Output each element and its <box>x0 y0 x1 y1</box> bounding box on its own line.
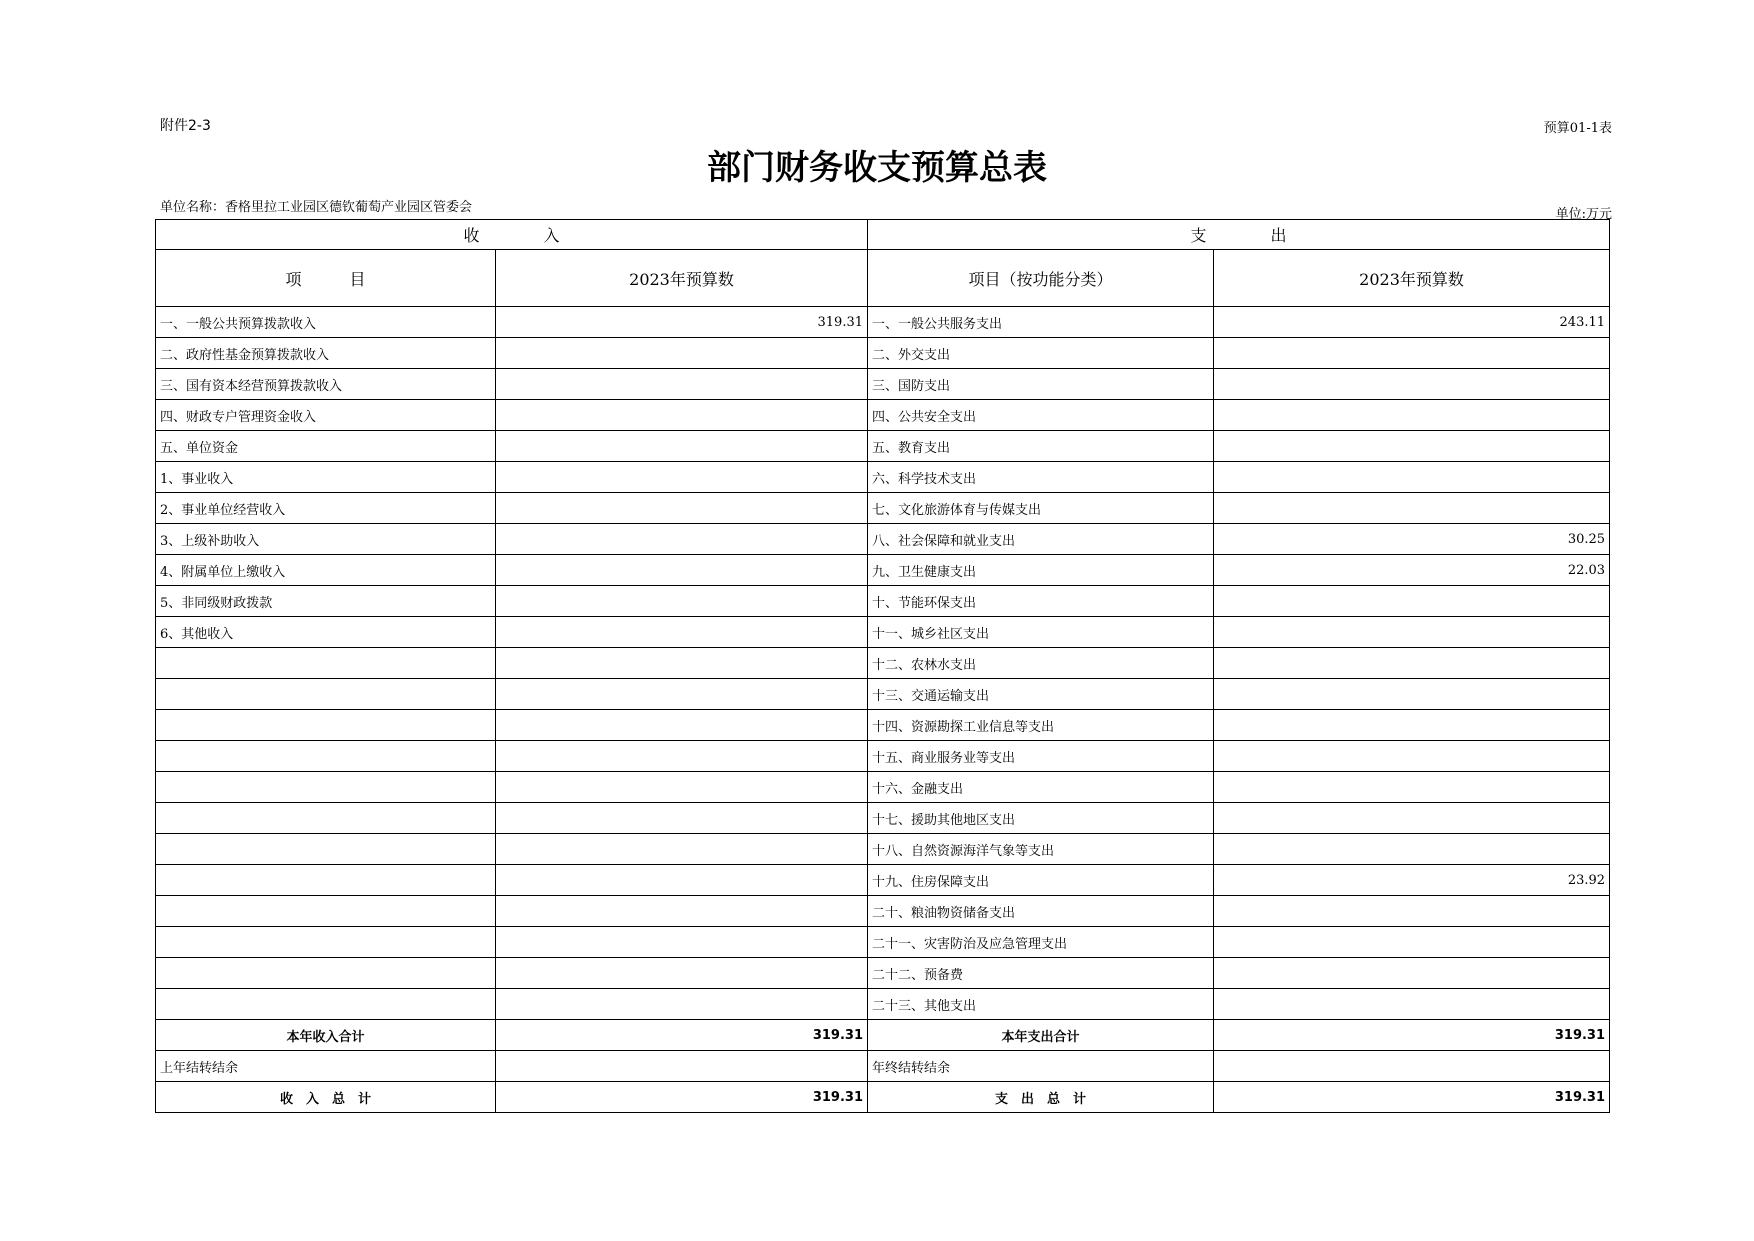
income-item: 4、附属单位上缴收入 <box>156 555 496 586</box>
income-value <box>496 679 868 710</box>
income-year-total-label: 本年收入合计 <box>156 1020 496 1051</box>
expense-value <box>1214 400 1610 431</box>
income-value <box>496 772 868 803</box>
income-value <box>496 834 868 865</box>
expense-item: 二十二、预备费 <box>868 958 1214 989</box>
income-value <box>496 648 868 679</box>
expense-value <box>1214 896 1610 927</box>
table-row <box>156 741 1610 772</box>
expense-carry-label: 年终结转结余 <box>868 1051 1214 1082</box>
table-row <box>156 400 1610 431</box>
table-row <box>156 679 1610 710</box>
expense-item: 六、科学技术支出 <box>868 462 1214 493</box>
income-value <box>496 586 868 617</box>
income-value <box>496 555 868 586</box>
expense-item: 十七、援助其他地区支出 <box>868 803 1214 834</box>
income-item <box>156 865 496 896</box>
expense-value: 22.03 <box>1214 555 1610 586</box>
expense-value <box>1214 772 1610 803</box>
expense-item: 八、社会保障和就业支出 <box>868 524 1214 555</box>
expense-value <box>1214 741 1610 772</box>
table-row <box>156 338 1610 369</box>
income-value <box>496 617 868 648</box>
expense-item: 一、一般公共服务支出 <box>868 307 1214 338</box>
table-row <box>156 989 1610 1020</box>
table-row <box>156 307 1610 338</box>
expense-value <box>1214 493 1610 524</box>
income-section-header: 收 入 <box>156 220 868 250</box>
expense-item: 四、公共安全支出 <box>868 400 1214 431</box>
expense-value <box>1214 989 1610 1020</box>
unit-name: 单位名称：香格里拉工业园区德钦葡萄产业园区管委会 <box>160 200 473 215</box>
expense-item: 十六、金融支出 <box>868 772 1214 803</box>
expense-item: 二、外交支出 <box>868 338 1214 369</box>
income-value <box>496 462 868 493</box>
table-row <box>156 710 1610 741</box>
expense-item: 十九、住房保障支出 <box>868 865 1214 896</box>
income-item: 6、其他收入 <box>156 617 496 648</box>
table-row <box>156 927 1610 958</box>
income-carry-value <box>496 1051 868 1082</box>
income-item <box>156 958 496 989</box>
income-value <box>496 493 868 524</box>
table-row <box>156 958 1610 989</box>
table-row <box>156 617 1610 648</box>
income-item: 3、上级补助收入 <box>156 524 496 555</box>
income-value <box>496 369 868 400</box>
expense-item: 十三、交通运输支出 <box>868 679 1214 710</box>
expense-carry-value <box>1214 1051 1610 1082</box>
table-row <box>156 865 1610 896</box>
carry-over-row <box>156 1051 1610 1082</box>
expense-value: 23.92 <box>1214 865 1610 896</box>
expense-value <box>1214 648 1610 679</box>
income-item: 5、非同级财政拨款 <box>156 586 496 617</box>
table-row <box>156 431 1610 462</box>
expense-budget-header: 2023年预算数 <box>1214 250 1610 307</box>
income-item <box>156 927 496 958</box>
income-carry-label: 上年结转结余 <box>156 1051 496 1082</box>
expense-item: 七、文化旅游体育与传媒支出 <box>868 493 1214 524</box>
expense-item: 二十三、其他支出 <box>868 989 1214 1020</box>
income-value: 319.31 <box>496 307 868 338</box>
table-row <box>156 555 1610 586</box>
income-value <box>496 524 868 555</box>
expense-item: 十二、农林水支出 <box>868 648 1214 679</box>
income-value <box>496 958 868 989</box>
page-title: 部门财务收支预算总表 <box>707 148 1047 188</box>
income-value <box>496 741 868 772</box>
expense-item: 十五、商业服务业等支出 <box>868 741 1214 772</box>
expense-value <box>1214 586 1610 617</box>
income-grand-total-label: 收 入 总 计 <box>156 1082 496 1113</box>
expense-value <box>1214 834 1610 865</box>
table-row <box>156 896 1610 927</box>
expense-item: 三、国防支出 <box>868 369 1214 400</box>
expense-item: 五、教育支出 <box>868 431 1214 462</box>
grand-total-row <box>156 1082 1610 1113</box>
table-row <box>156 493 1610 524</box>
table-row <box>156 524 1610 555</box>
expense-value: 243.11 <box>1214 307 1610 338</box>
income-item <box>156 803 496 834</box>
section-header-row <box>156 220 1610 250</box>
income-year-total-value: 319.31 <box>496 1020 868 1051</box>
expense-item: 十一、城乡社区支出 <box>868 617 1214 648</box>
year-total-row <box>156 1020 1610 1051</box>
income-value <box>496 896 868 927</box>
income-item: 五、单位资金 <box>156 431 496 462</box>
expense-value <box>1214 369 1610 400</box>
expense-item-header: 项目（按功能分类） <box>868 250 1214 307</box>
expense-year-total-value: 319.31 <box>1214 1020 1610 1051</box>
income-item <box>156 741 496 772</box>
expense-value: 30.25 <box>1214 524 1610 555</box>
expense-item: 十四、资源勘探工业信息等支出 <box>868 710 1214 741</box>
table-row <box>156 462 1610 493</box>
expense-value <box>1214 927 1610 958</box>
income-item: 一、一般公共预算拨款收入 <box>156 307 496 338</box>
table-row <box>156 803 1610 834</box>
income-value <box>496 710 868 741</box>
expense-item: 十、节能环保支出 <box>868 586 1214 617</box>
budget-table <box>155 219 1610 1113</box>
income-item: 二、政府性基金预算拨款收入 <box>156 338 496 369</box>
income-value <box>496 338 868 369</box>
income-budget-header: 2023年预算数 <box>496 250 868 307</box>
expense-grand-total-value: 319.31 <box>1214 1082 1610 1113</box>
table-row <box>156 772 1610 803</box>
table-row <box>156 834 1610 865</box>
column-header-row <box>156 250 1610 307</box>
expense-item: 二十、粮油物资储备支出 <box>868 896 1214 927</box>
income-item <box>156 648 496 679</box>
income-item <box>156 896 496 927</box>
table-row <box>156 369 1610 400</box>
expense-value <box>1214 338 1610 369</box>
currency-unit: 单位:万元 <box>1555 207 1612 222</box>
income-item <box>156 834 496 865</box>
expense-value <box>1214 431 1610 462</box>
income-item: 2、事业单位经营收入 <box>156 493 496 524</box>
expense-value <box>1214 462 1610 493</box>
income-item <box>156 772 496 803</box>
income-value <box>496 803 868 834</box>
income-item: 1、事业收入 <box>156 462 496 493</box>
expense-item: 十八、自然资源海洋气象等支出 <box>868 834 1214 865</box>
table-row <box>156 586 1610 617</box>
income-grand-total-value: 319.31 <box>496 1082 868 1113</box>
expense-value <box>1214 679 1610 710</box>
income-value <box>496 400 868 431</box>
expense-item: 二十一、灾害防治及应急管理支出 <box>868 927 1214 958</box>
income-item <box>156 989 496 1020</box>
income-item-header: 项 目 <box>156 250 496 307</box>
table-number: 预算01-1表 <box>1543 121 1612 136</box>
expense-value <box>1214 617 1610 648</box>
income-value <box>496 989 868 1020</box>
income-item <box>156 710 496 741</box>
expense-value <box>1214 958 1610 989</box>
income-item: 四、财政专户管理资金收入 <box>156 400 496 431</box>
income-item <box>156 679 496 710</box>
expense-value <box>1214 803 1610 834</box>
expense-value <box>1214 710 1610 741</box>
income-value <box>496 927 868 958</box>
expense-section-header: 支 出 <box>868 220 1610 250</box>
income-value <box>496 431 868 462</box>
attachment-label: 附件2-3 <box>160 118 211 134</box>
expense-year-total-label: 本年支出合计 <box>868 1020 1214 1051</box>
income-value <box>496 865 868 896</box>
income-item: 三、国有资本经营预算拨款收入 <box>156 369 496 400</box>
table-row <box>156 648 1610 679</box>
expense-item: 九、卫生健康支出 <box>868 555 1214 586</box>
expense-grand-total-label: 支 出 总 计 <box>868 1082 1214 1113</box>
